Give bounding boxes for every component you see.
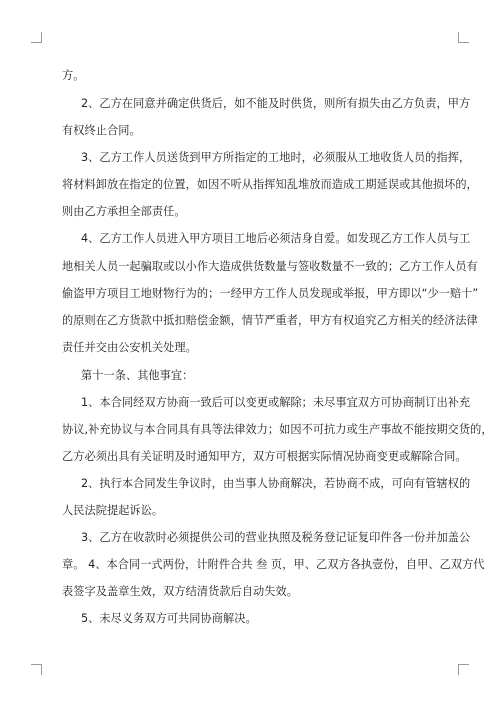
crop-mark-top-right (458, 32, 469, 43)
text-line: 协议,补充协议与本合同具有具等法律效力；如因不可抗力或生产事故不能按期交货的， (62, 423, 493, 436)
text-line: 偷盗甲方项目工地财物行为的；一经甲方工作人员发现或举报，甲方即以“少一赔十” (62, 287, 479, 300)
text-line: 2、执行本合同发生争议时，由当事人协商解决，若协商不成，可向有管辖权的 (81, 477, 471, 490)
text-line: 2、乙方在同意并确定供货后，如不能及时供货，则所有损失由乙方负责，甲方 (81, 97, 471, 110)
crop-mark-bottom-left (31, 664, 42, 675)
text-line: 则由乙方承担全部责任。 (62, 205, 186, 218)
text-line: 乙方必须出具有关证明及时通知甲方，双方可根据实际情况协商变更或解除合同。 (62, 450, 467, 463)
text-line: 将材料卸放在指定的位置，如因不听从指挥知乱堆放而造成工期延误或其他损坏的， (62, 178, 478, 191)
text-line: 3、乙方工作人员送货到甲方所指定的工地时，必须服从工地收货人员的指挥， (81, 151, 471, 164)
section-heading: 第十一条、其他事宜： (81, 369, 194, 382)
text-line: 1、本合同经双方协商一致后可以变更或解除；未尽事宜双方可协商制订出补充 (81, 396, 471, 409)
text-line: 5、未尽义务双方可共同协商解决。 (81, 612, 257, 625)
text-line: 地相关人员一起骗取或以小作大造成供货数量与签收数量不一致的；乙方工作人员有 (62, 260, 478, 273)
text-line: 人民法院提起诉讼。 (62, 504, 164, 517)
text-line: 责任并交由公安机关处理。 (62, 341, 197, 354)
text-line: 4、乙方工作人员进入甲方项目工地后必须洁身自爱。如发现乙方工作人员与工 (81, 232, 471, 245)
crop-mark-bottom-right (458, 664, 469, 675)
text-line: 章。 4、本合同一式两份，计附件合共 叁 页，甲、乙双方各执壹份，自甲、乙双方代 (62, 558, 485, 571)
crop-mark-top-left (31, 32, 42, 43)
text-line: 方。 (62, 69, 85, 82)
text-line: 的原则在乙方货款中抵扣赔偿金额，情节严重者，甲方有权追究乙方相关的经济法律 (62, 314, 478, 327)
text-line: 3、乙方在收款时必须提供公司的营业执照及税务登记证复印件各一份并加盖公 (81, 531, 471, 544)
text-line: 有权终止合同。 (62, 124, 141, 137)
text-line: 表签字及盖章生效，双方结清货款后自动失效。 (62, 585, 298, 598)
